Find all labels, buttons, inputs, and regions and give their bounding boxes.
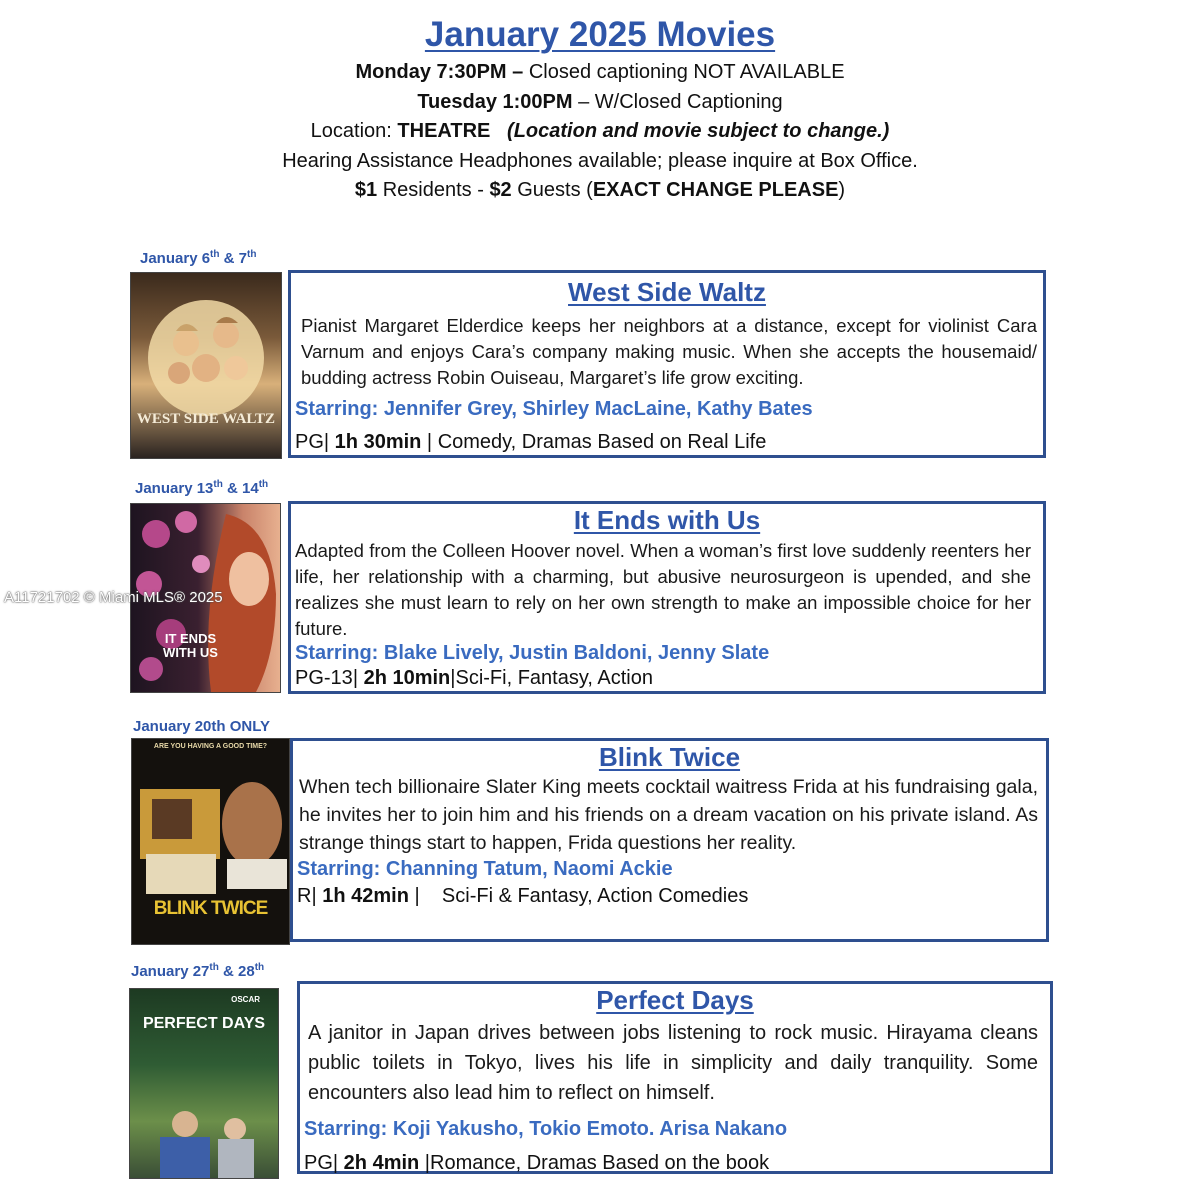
movie-meta: PG| 1h 30min | Comedy, Dramas Based on Real Life [295,431,767,453]
movie-runtime: 2h 10min [363,667,451,689]
movie-description: Adapted from the Colleen Hoover novel. When a woman’s first love suddenly reenters her life, her relationship with a charming, but abusive neurosurgeon is upended, and she realizes she must learn to rely on her own strength to make an impossible choice for her future. [295,540,1031,639]
location-line [0,117,1200,147]
poster-title: WEST SIDE WALTZ [136,411,276,427]
movie-meta: PG| 2h 4min |Romance, Dramas Based on the book [304,1152,770,1174]
movie-runtime: 1h 42min [322,885,409,907]
movie-starring: Starring: Koji Yakusho, Tokio Emoto. Arisa Nakano [304,1118,788,1140]
price-close: ) [838,179,846,201]
movie-genres: Comedy, Dramas Based on Real Life [437,431,767,453]
tuesday-schedule [0,88,1200,118]
movie-runtime: 2h 4min [343,1152,420,1174]
tuesday-label: Tuesday 1:00PM [417,90,573,113]
movie-date: January 6th & 7th [140,249,257,267]
movie-starring: Starring: Jennifer Grey, Shirley MacLaine, Kathy Bates [295,398,813,420]
poster-title: PERFECT DAYS [142,1015,266,1032]
movie-genres: Romance, Dramas Based on the book [430,1152,770,1174]
poster-title: BLINK TWICE [153,898,268,919]
page-title: January 2025 Movies [424,15,776,54]
movie-card-west-side-waltz [288,270,1046,458]
price-guests-label: Guests ( [517,179,593,201]
price-residents-amount: $1 [354,179,378,201]
movie-genres: Sci-Fi & Fantasy, Action Comedies [441,885,749,907]
movie-date: January 13th & 14th [135,479,269,497]
poster-art [130,989,278,1178]
movie-title: Perfect Days [596,985,754,1015]
price-line [0,176,1200,206]
poster-award: OSCAR [231,995,260,1004]
flyer-header [0,12,1200,206]
movie-title: It Ends with Us [573,505,761,535]
movie-date: January 27th & 28th [131,962,265,980]
location-prefix: Location: [310,120,392,142]
movie-date: January 20th ONLY [133,718,270,735]
movie-title: Blink Twice [598,742,741,772]
movie-poster-blink-twice [131,738,290,945]
movie-starring: Starring: Channing Tatum, Naomi Ackie [297,858,673,880]
movie-description: A janitor in Japan drives between jobs listening to rock music. Hirayama cleans public toilets in Tokyo, lives his life in simplicity and daily tranquility. Some encounters also lead him to reflect on himself. [308,1022,1038,1104]
movie-poster-perfect-days [129,988,279,1179]
movie-rating: PG-13 [295,667,353,689]
hearing-assistance-line: Hearing Assistance Headphones available; please inquire at Box Office. [282,149,918,172]
poster-art [131,273,281,458]
movie-genres: Sci-Fi, Fantasy, Action [455,667,653,689]
tuesday-note: – W/Closed Captioning [578,90,783,113]
monday-note: Closed captioning NOT AVAILABLE [528,61,845,83]
location-note: (Location and movie subject to change.) [507,120,890,142]
movie-rating: PG [295,431,324,453]
price-guests-amount: $2 [489,179,512,201]
movie-starring: Starring: Blake Lively, Justin Baldoni, Jenny Slate [295,642,770,664]
movie-description: Pianist Margaret Elderdice keeps her neighbors at a distance, except for violinist Cara Varnum and enjoys Cara’s company making music. When she accepts the housemaid/ budding actress Robin Ouiseau, Margaret’s life grow exciting. [301,315,1037,388]
movie-card-it-ends-with-us [288,501,1046,694]
movie-rating: PG [304,1152,333,1174]
movie-runtime: 1h 30min [334,431,422,453]
price-residents-label: Residents - [382,179,484,201]
price-exact-change: EXACT CHANGE PLEASE [592,179,839,201]
movie-card-perfect-days [297,981,1053,1174]
movie-title: West Side Waltz [568,277,766,307]
monday-label: Monday 7:30PM – [355,61,524,83]
location-value: THEATRE [397,120,491,142]
movie-meta: PG-13| 2h 10min|Sci-Fi, Fantasy, Action [295,667,653,689]
listing-watermark: A11721702 © Miami MLS® 2025 [4,589,223,606]
movie-poster-west-side-waltz [130,272,282,459]
movie-description: When tech billionaire Slater King meets cocktail waitress Frida at his fundraising gala, he invites her to join him and his friends on a dream vacation on his private island. As strange things start to happen, Frida questions her reality. [299,776,1038,854]
poster-title: IT ENDS WITH US [163,631,218,660]
movie-rating: R [297,885,312,907]
movie-meta: R| 1h 42min | Sci-Fi & Fantasy, Action Comedies [297,885,749,907]
poster-tagline: ARE YOU HAVING A GOOD TIME? [153,743,268,750]
monday-schedule [0,58,1200,88]
movie-card-blink-twice [290,738,1049,942]
